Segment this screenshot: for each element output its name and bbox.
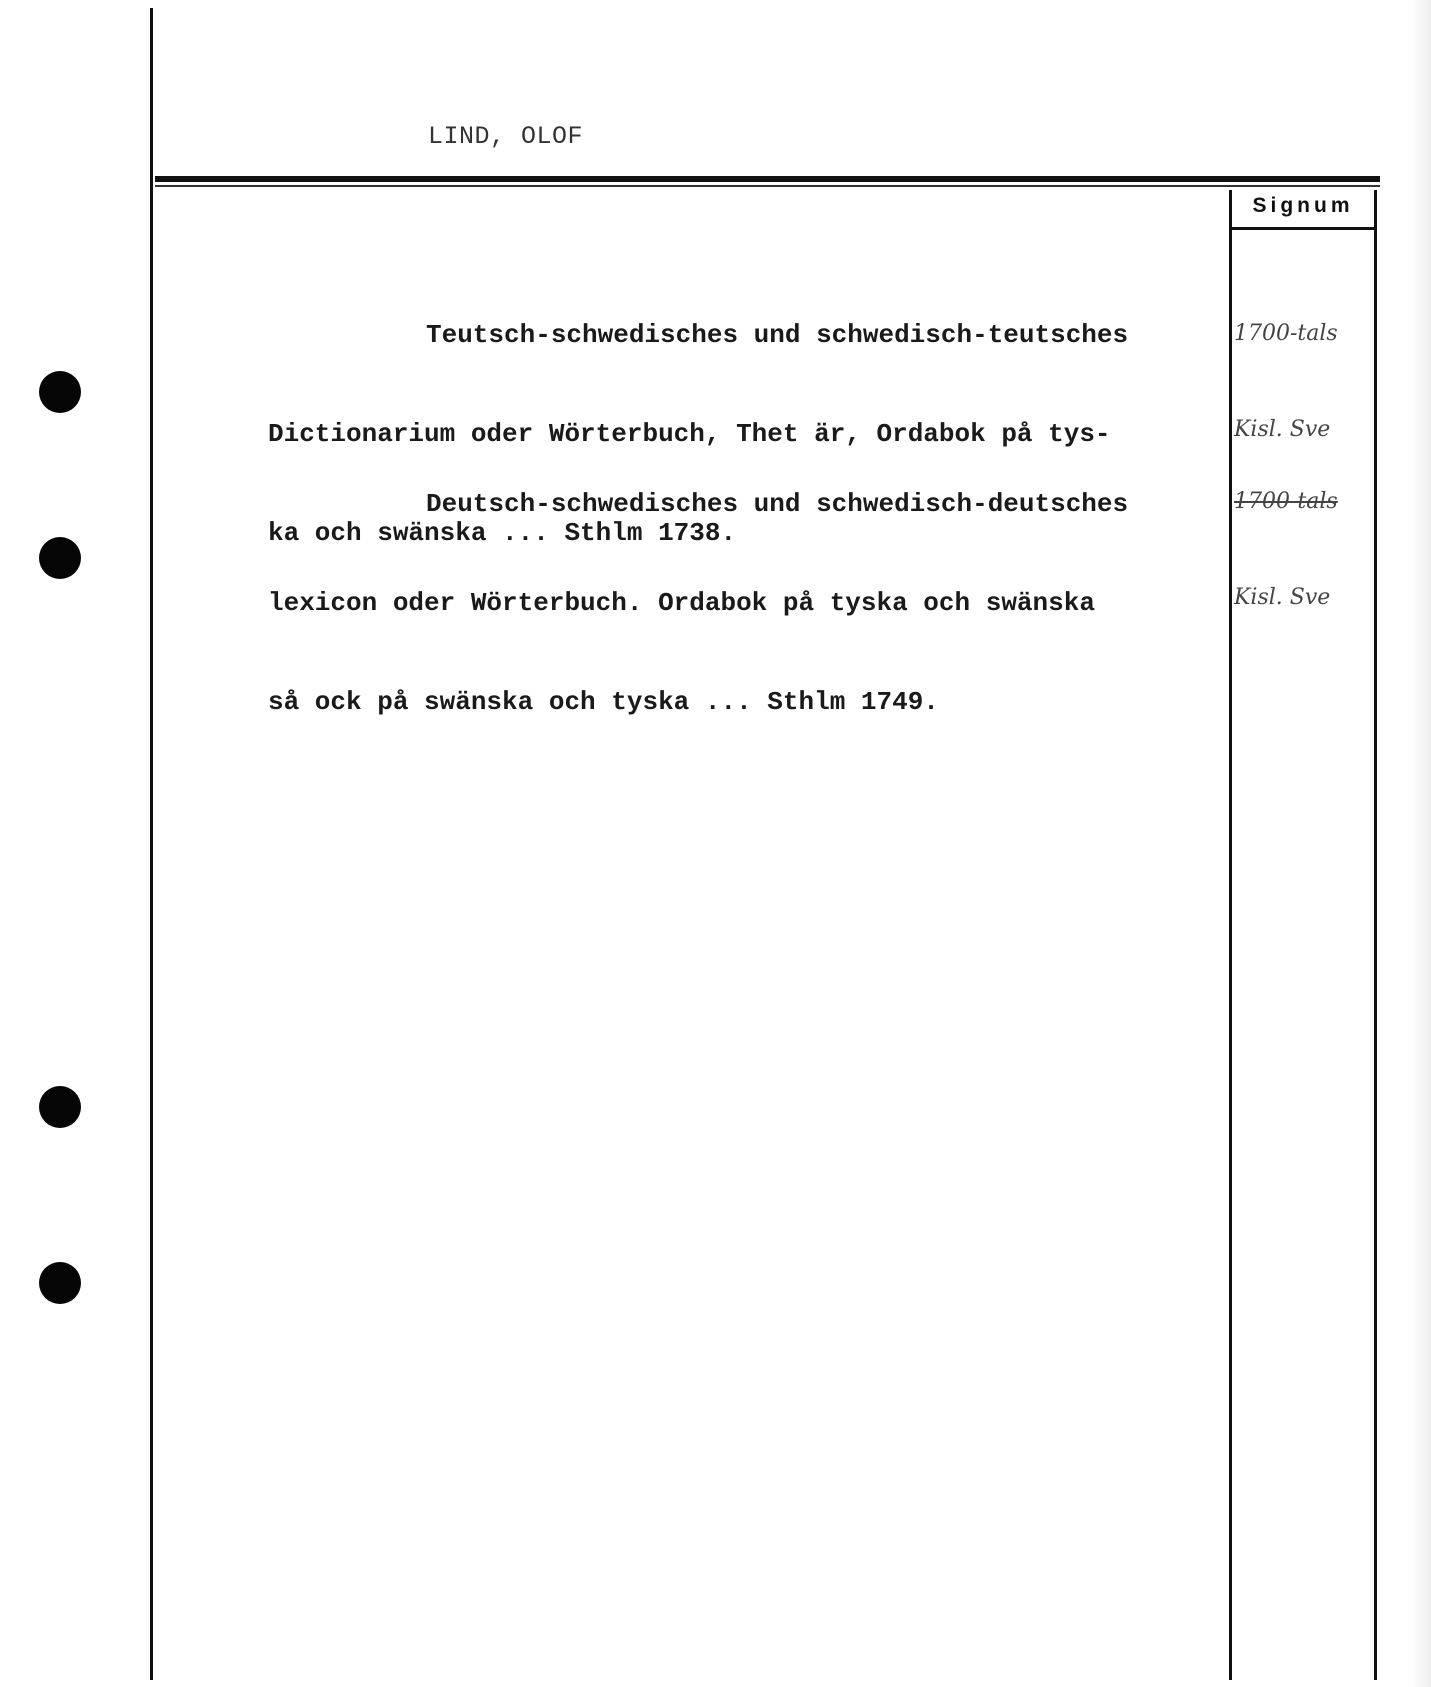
signum-note (1234, 422, 1374, 678)
signum-note-line: 1700-tals (1234, 321, 1338, 346)
entry-line: Teutsch-schwedisches und schwedisch-teutsches (426, 320, 1129, 350)
signum-column-right-rule (1374, 190, 1377, 1680)
entry-line: lexicon oder Wörterbuch. Ordabok på tyska och swänska (268, 588, 1095, 618)
entry-line: Deutsch-schwedisches und schwedisch-deutsches (426, 489, 1129, 519)
catalog-entry (268, 422, 1228, 785)
heading-rule-thin (155, 185, 1380, 187)
punch-hole (39, 1262, 81, 1304)
signum-note-line: 1700-tals (1234, 489, 1338, 514)
card-heading: LIND, OLOF (428, 122, 584, 151)
heading-rule-thick (155, 176, 1380, 182)
punch-hole (39, 537, 81, 579)
entry-line: ka och swänska ... Sthlm 1738. (268, 518, 737, 548)
punch-hole (39, 1086, 81, 1128)
left-margin-rule (150, 8, 153, 1680)
card-edge-shadow (1410, 0, 1431, 1687)
entry-line: Dictionarium oder Wörterbuch, Thet är, Ordabok på tys- (268, 419, 1111, 449)
punch-hole (39, 371, 81, 413)
signum-label: Signum (1252, 194, 1354, 217)
entry-line: så ock på swänska och tyska ... Sthlm 1749. (268, 687, 939, 717)
signum-note-line: Kisl. Sve (1234, 585, 1331, 610)
signum-column-left-rule (1229, 190, 1232, 1680)
signum-note-line: Kisl. Sve (1234, 417, 1331, 442)
signum-underline (1231, 227, 1376, 230)
